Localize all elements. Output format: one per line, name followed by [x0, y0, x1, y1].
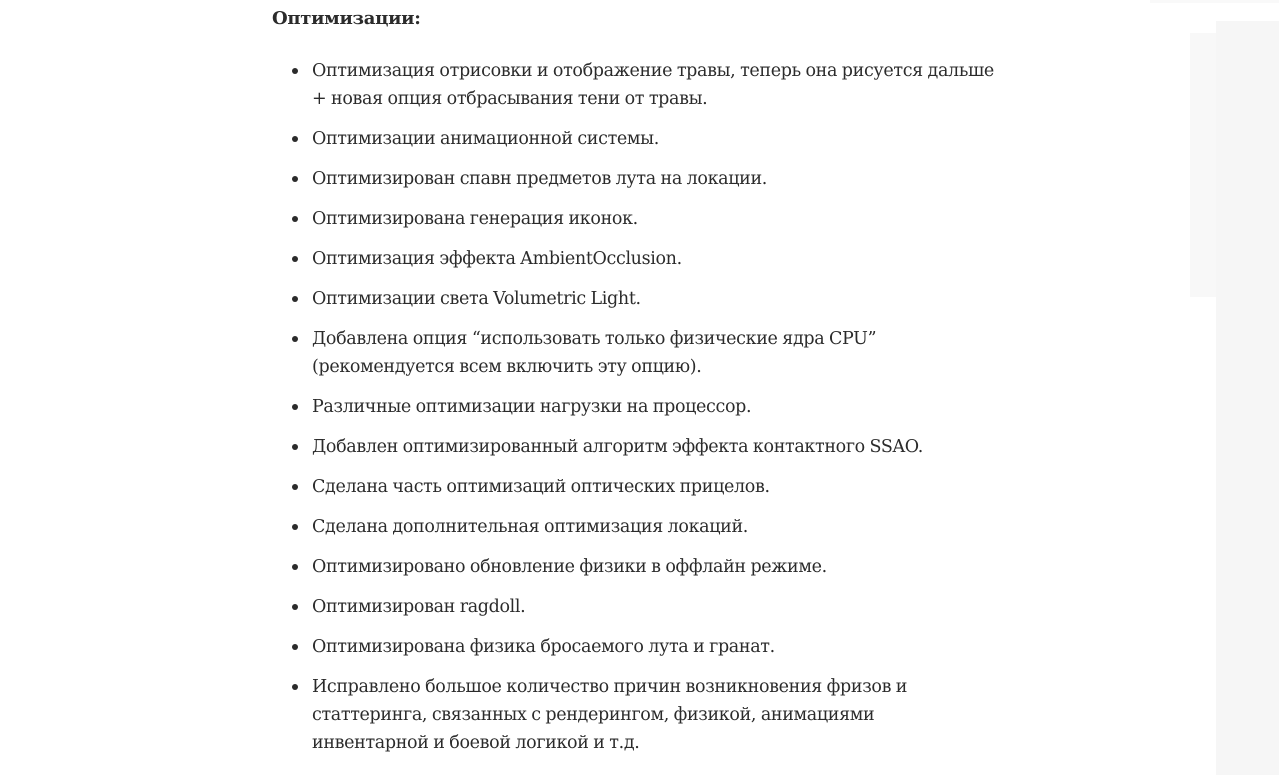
list-item: [272, 473, 1012, 501]
bullet-dot-icon: [292, 644, 298, 650]
list-item: [272, 245, 1012, 273]
list-item: [272, 593, 1012, 621]
list-item-text: Оптимизирован спавн предметов лута на локации.: [312, 169, 767, 189]
list-item: [272, 57, 1012, 113]
list-item-text: Различные оптимизации нагрузки на процессор.: [312, 397, 752, 417]
bullet-dot-icon: [292, 136, 298, 142]
list-item-text: Оптимизировано обновление физики в оффлайн режиме.: [312, 557, 827, 577]
list-item-text: + новая опция отбрасывания тени от травы.: [312, 89, 708, 109]
list-item: [272, 325, 1012, 381]
bullet-dot-icon: [292, 684, 298, 690]
bullet-dot-icon: [292, 176, 298, 182]
sidebar-column: [1216, 21, 1279, 775]
bullet-dot-icon: [292, 336, 298, 342]
list-item-text: Оптимизация эффекта AmbientOcclusion.: [312, 249, 682, 269]
bullet-dot-icon: [292, 444, 298, 450]
list-item: [272, 125, 1012, 153]
bullet-dot-icon: [292, 564, 298, 570]
list-item-text: Сделана часть оптимизаций оптических прицелов.: [312, 477, 770, 497]
list-item: [272, 433, 1012, 461]
list-item: [272, 553, 1012, 581]
list-item-text: Оптимизации света Volumetric Light.: [312, 289, 641, 309]
list-item-text: Оптимизации анимационной системы.: [312, 129, 659, 149]
bullet-dot-icon: [292, 524, 298, 530]
sidebar-edge: [1150, 0, 1279, 3]
list-item-text: Оптимизирована генерация иконок.: [312, 209, 638, 229]
section-heading: Оптимизации:: [272, 8, 421, 29]
bullet-dot-icon: [292, 68, 298, 74]
list-item: [272, 205, 1012, 233]
sidebar-widget-area: [1190, 33, 1216, 297]
list-item: [272, 165, 1012, 193]
bullet-dot-icon: [292, 296, 298, 302]
list-item-text: Исправлено большое количество причин возникновения фризов и: [312, 677, 908, 697]
list-item: [272, 633, 1012, 661]
list-item-text: Добавлен оптимизированный алгоритм эффекта контактного SSAO.: [312, 437, 923, 457]
list-item: [272, 673, 1012, 757]
bullet-dot-icon: [292, 604, 298, 610]
bullet-dot-icon: [292, 484, 298, 490]
list-item-text: (рекомендуется всем включить эту опцию).: [312, 357, 702, 377]
list-item-text: Оптимизирована физика бросаемого лута и гранат.: [312, 637, 775, 657]
list-item-text: Оптимизация отрисовки и отображение травы, теперь она рисуется дальше: [312, 61, 994, 81]
list-item-text: Сделана дополнительная оптимизация локаций.: [312, 517, 749, 537]
bullet-dot-icon: [292, 256, 298, 262]
optimizations-list: [272, 57, 1012, 769]
list-item: [272, 393, 1012, 421]
list-item-text: инвентарной и боевой логикой и т.д.: [312, 733, 640, 753]
list-item: [272, 513, 1012, 541]
list-item: [272, 285, 1012, 313]
bullet-dot-icon: [292, 216, 298, 222]
list-item-text: Добавлена опция “использовать только физические ядра CPU”: [312, 329, 877, 349]
list-item-text: статтеринга, связанных с рендерингом, физикой, анимациями: [312, 705, 875, 725]
article-content: [272, 6, 1012, 753]
bullet-dot-icon: [292, 404, 298, 410]
list-item-text: Оптимизирован ragdoll.: [312, 597, 526, 617]
